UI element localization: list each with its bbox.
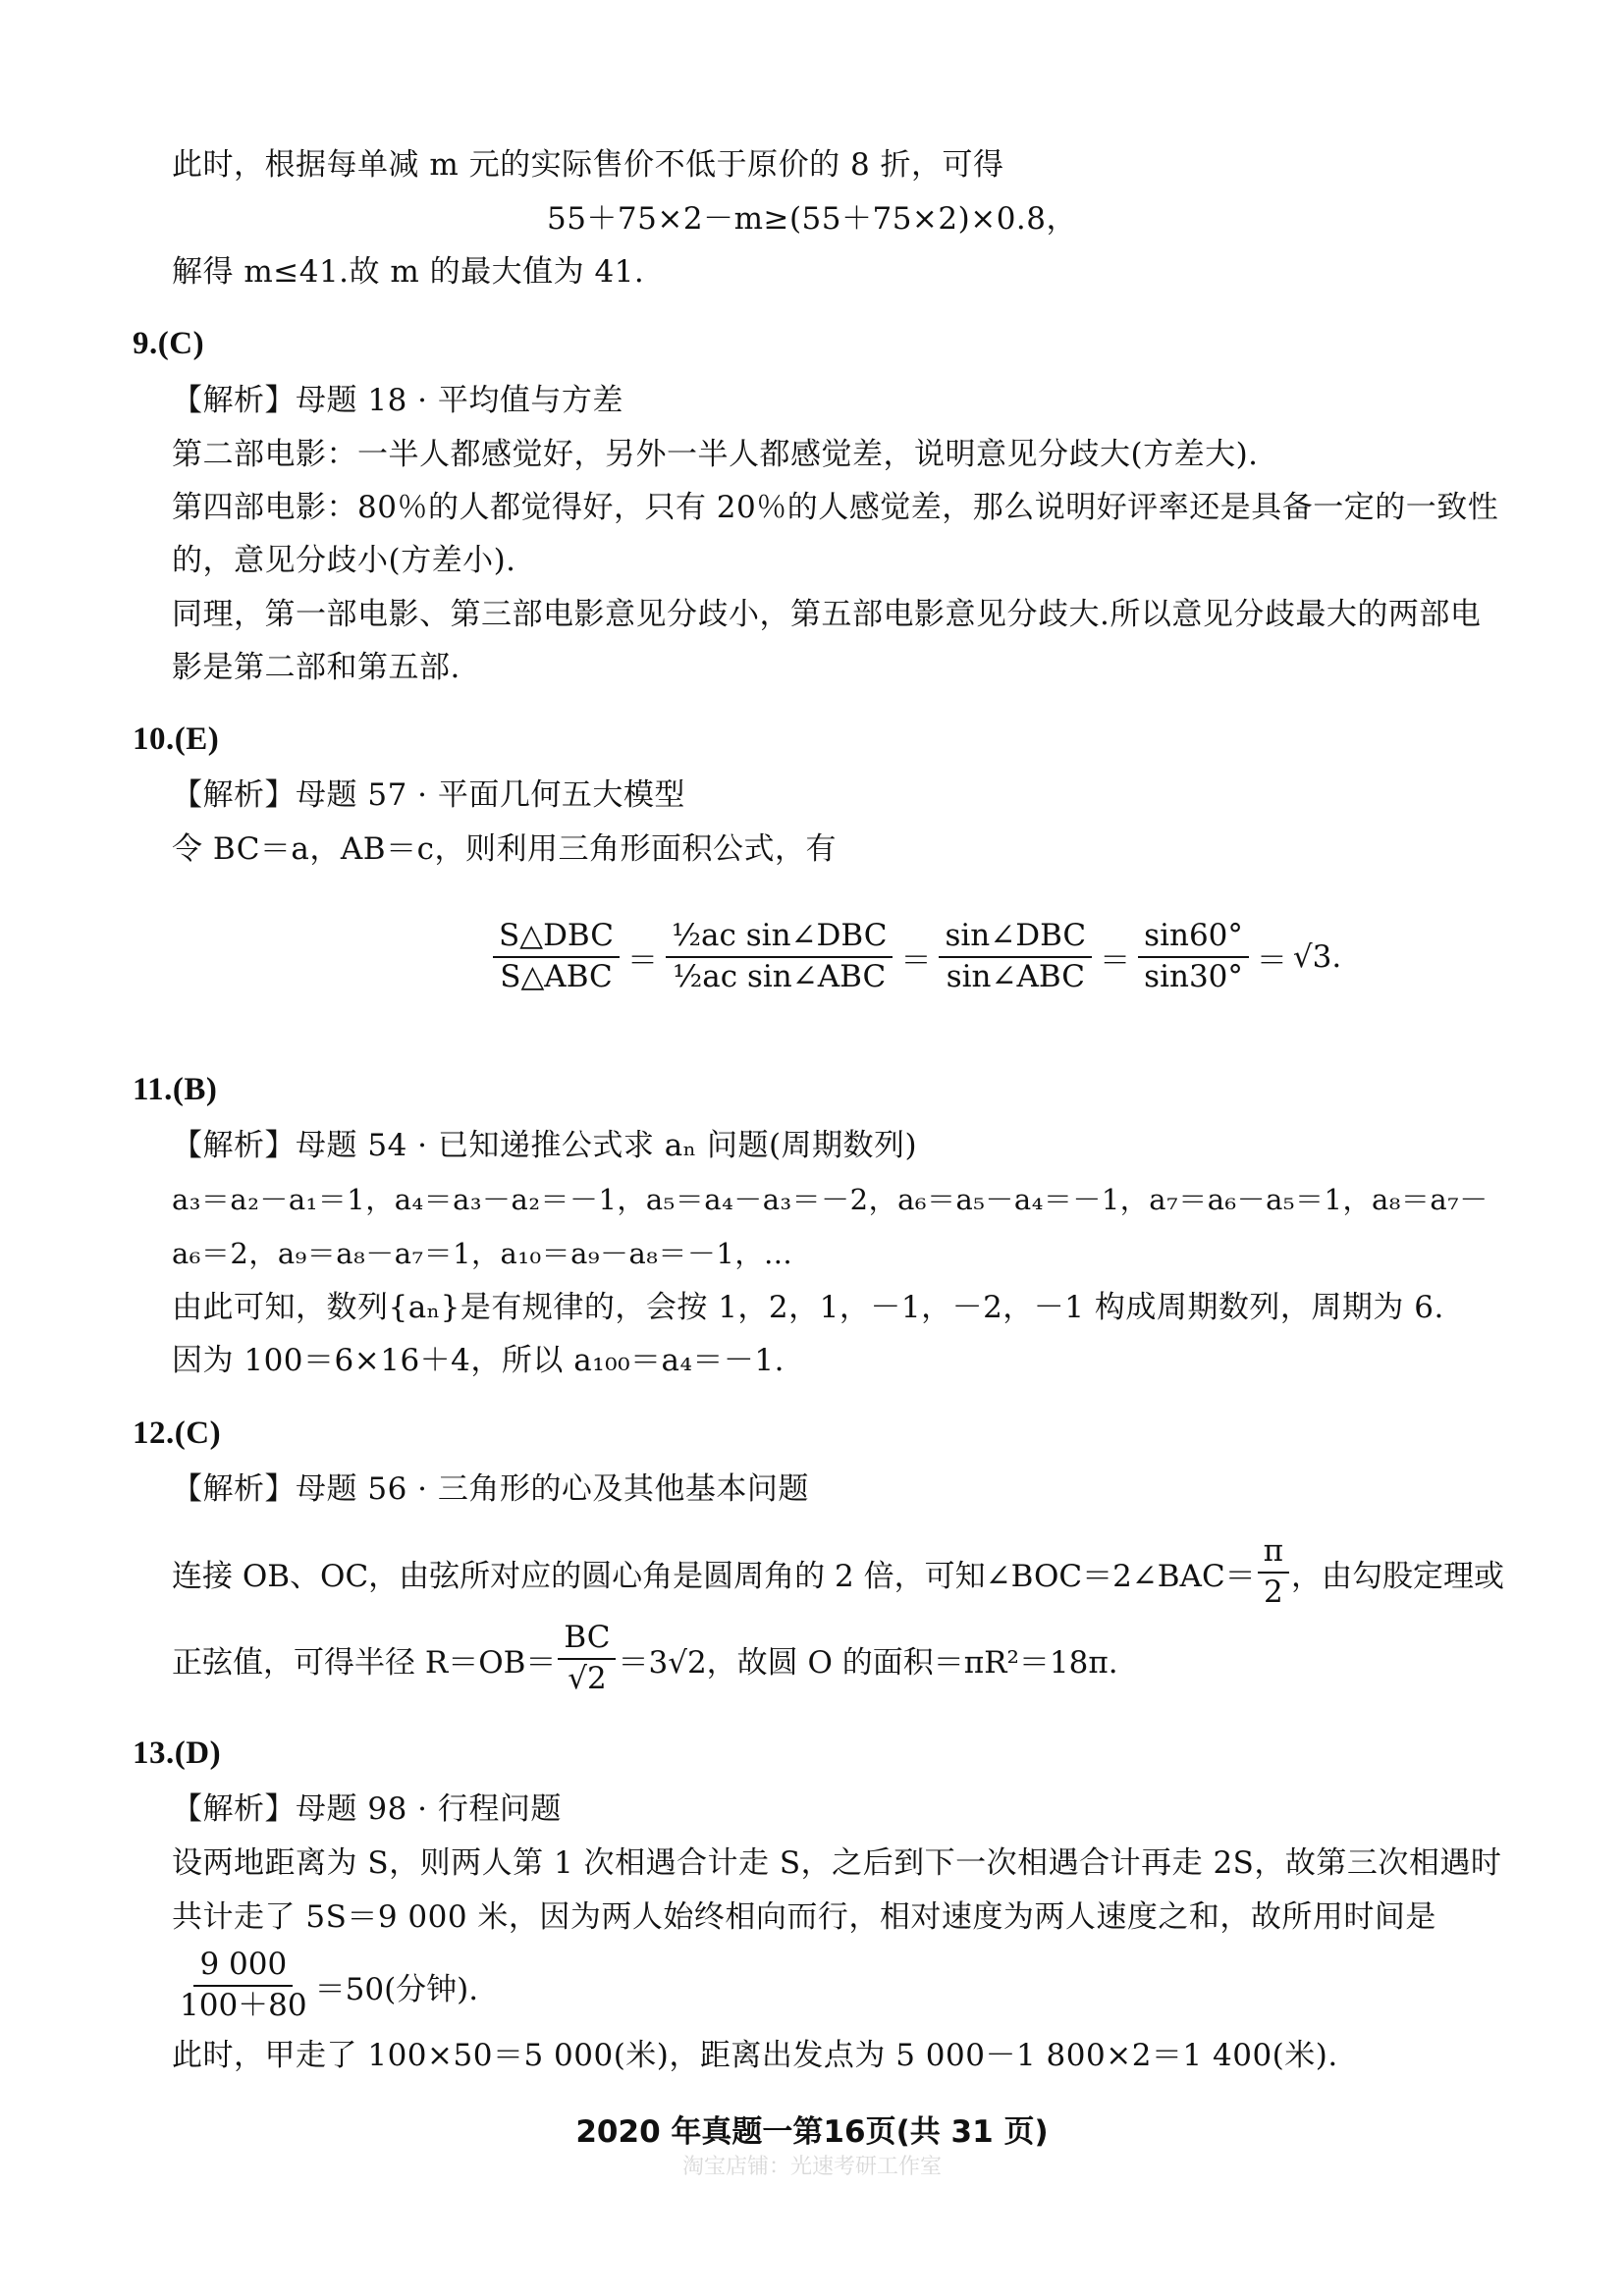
text-line: 共计走了 5S＝9 000 米，因为两人始终相向而行，相对速度为两人速度之和，故所用时间是 [172,1899,1436,1935]
text-line: 影是第二部和第五部. [172,650,460,685]
text-line: 令 BC＝a，AB＝c，则利用三角形面积公式，有 [172,831,837,867]
page-footer: 2020 年真题一第16页(共 31 页) [575,2114,1049,2150]
text-segment: 连接 OB、OC，由弦所对应的圆心角是圆周角的 2 倍，可知∠BOC＝2∠BAC＝ [172,1558,1256,1594]
text-line: 此时，根据每单减 m 元的实际售价不低于原价的 8 折，可得 [172,147,1004,183]
analysis-heading: 【解析】母题 98 · 行程问题 [172,1791,562,1827]
text-segment: 正弦值，可得半径 R＝OB＝ [172,1644,557,1681]
fraction-denominator: 2 [1263,1575,1283,1610]
text-segment: ＝50(分钟). [314,1971,479,2007]
text-line: 第二部电影：一半人都感觉好，另外一半人都感觉差，说明意见分歧大(方差大). [172,437,1259,472]
text-line-with-fraction [172,1620,1118,1698]
fraction-denominator: ½ac sin∠ABC [673,959,887,994]
fraction-numerator: π [1258,1534,1289,1574]
text-line: 设两地距离为 S，则两人第 1 次相遇合计走 S，之后到下一次相遇合计再走 2S，故第三次相遇时 [172,1845,1502,1881]
formula-result: √3. [1292,939,1342,975]
fraction [939,919,1092,994]
fraction-numerator: ½ac sin∠DBC [666,919,893,958]
text-segment: ，由勾股定理或 [1291,1558,1505,1594]
fraction [666,919,893,994]
text-line: 因为 100＝6×16＋4，所以 a₁₀₀＝a₄＝－1. [172,1343,785,1378]
fraction [493,919,620,994]
fraction-denominator: S△ABC [500,959,613,994]
analysis-heading: 【解析】母题 57 · 平面几何五大模型 [172,777,685,813]
text-line: 的，意见分歧小(方差小). [172,543,516,578]
fraction-numerator: sin∠DBC [939,919,1092,958]
text-segment: ＝3√2，故圆 O 的面积＝πR²＝18π. [618,1644,1118,1681]
fraction-numerator: 9 000 [193,1948,293,1987]
fraction-denominator: sin30° [1144,959,1243,994]
fraction-numerator: BC [558,1621,616,1660]
text-line: 解得 m≤41.故 m 的最大值为 41. [172,254,645,290]
analysis-heading: 【解析】母题 18 · 平均值与方差 [172,383,623,418]
question-label: 9.(C) [133,326,205,361]
fraction-numerator: sin60° [1138,919,1249,958]
analysis-heading: 【解析】母题 54 · 已知递推公式求 aₙ 问题(周期数列) [172,1128,918,1163]
question-label: 11.(B) [133,1072,218,1107]
inequality-line: 55＋75×2－m≥(55＋75×2)×0.8， [546,201,1077,237]
fraction [558,1621,616,1696]
text-line: 第四部电影：80％的人都觉得好，只有 20％的人感觉差，那么说明好评率还是具备一定的一致性 [172,490,1499,525]
text-line: 同理，第一部电影、第三部电影意见分歧小，第五部电影意见分歧大.所以意见分歧最大的两部电 [172,597,1482,632]
text-line: 此时，甲走了 100×50＝5 000(米)，距离出发点为 5 000－1 800×2＝1 400(米). [172,2038,1338,2073]
fraction-denominator: 100＋80 [180,1988,307,2023]
fraction-numerator: S△DBC [493,919,620,958]
fraction [1258,1534,1289,1610]
fraction [1138,919,1249,994]
text-line-with-fraction [172,1949,478,2023]
fraction-denominator: √2 [568,1661,607,1696]
question-label: 13.(D) [133,1735,222,1771]
question-label: 12.(C) [133,1415,222,1451]
analysis-heading: 【解析】母题 56 · 三角形的心及其他基本问题 [172,1471,809,1507]
fraction [174,1948,313,2023]
text-line: 由此可知，数列{aₙ}是有规律的，会按 1，2，1，－1，－2，－1 构成周期数列，周期为 6. [172,1290,1444,1325]
text-line-with-fraction [172,1533,1505,1610]
fraction-denominator: sin∠ABC [946,959,1085,994]
text-line: a₆＝2，a₉＝a₈－a₇＝1，a₁₀＝a₉－a₈＝－1，… [172,1237,793,1270]
text-line: a₃＝a₂－a₁＝1，a₄＝a₃－a₂＝－1，a₅＝a₄－a₃＝－2，a₆＝a₅－a₄＝－1，a₇＝a₆－a₅＝1，a₈＝a₇－ [172,1183,1489,1216]
question-label: 10.(E) [133,721,220,757]
watermark: 淘宝店铺：光速考研工作室 [681,2155,942,2179]
area-ratio-formula: $\frac{\text{S△DBC}}{\text{S△ABC}}$ ＝ $\frac{\text{½ac sin∠DBC}}{\text{½ac sin∠ABC}}$ ＝ $\frac{\text{sin∠DBC}}{\text{sin∠ABC}}$ ＝ $\frac{\sin 60^\circ}{\sin 30^\circ}$ ＝ √3. [491,888,1341,1026]
